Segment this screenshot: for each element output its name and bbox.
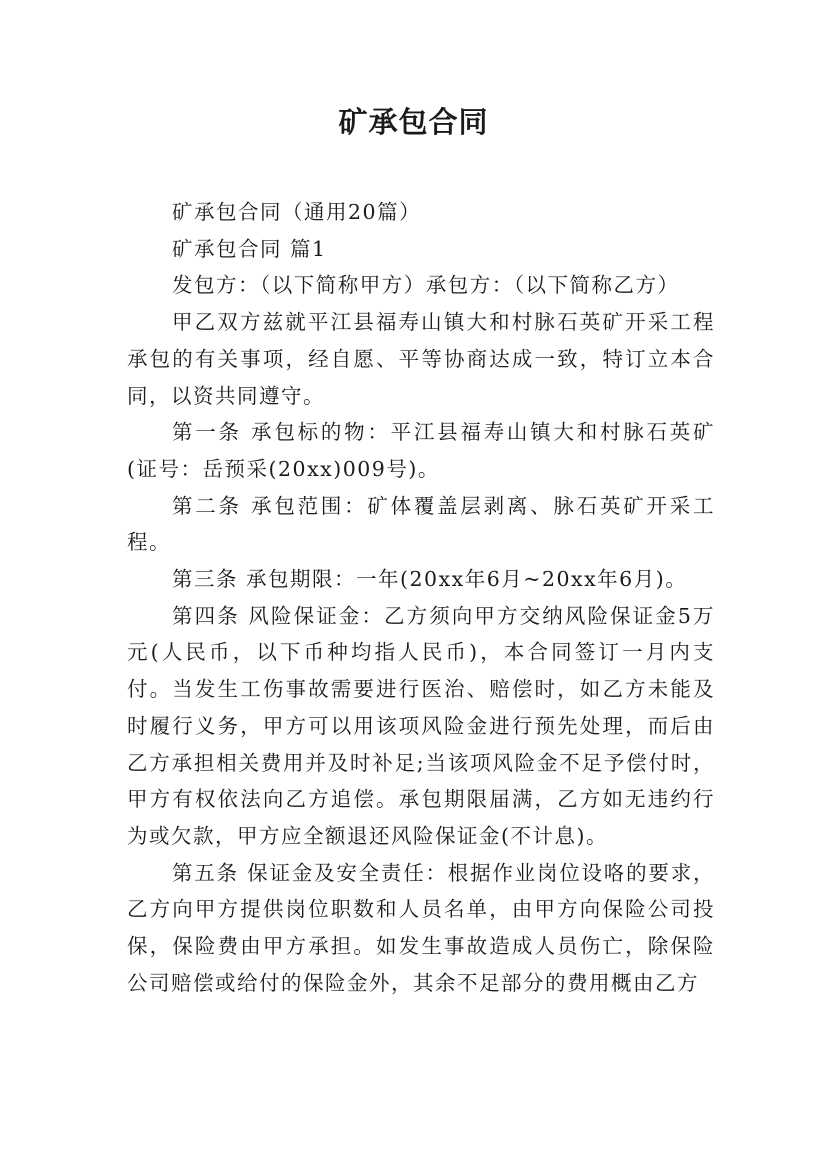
paragraph-subtitle: 矿承包合同（通用20篇） bbox=[172, 200, 422, 224]
paragraph-article-5: 第五条 保证金及安全责任：根据作业岗位设咯的要求，乙方向甲方提供岗位职数和人员名单，由甲方向保险公司投保，保险费由甲方承担。如发生事故造成人员伤亡，除保险公司赔偿或给付的保险金外，其余不足部分的费用概由乙方 bbox=[127, 860, 715, 995]
paragraph-article-1: 第一条 承包标的物：平江县福寿山镇大和村脉石英矿(证号：岳预采(20xx)009号)。 bbox=[127, 420, 715, 481]
document-body bbox=[127, 194, 715, 1001]
paragraph-article-4: 第四条 风险保证金：乙方须向甲方交纳风险保证金5万元(人民币，以下币种均指人民币)，本合同签订一月内支付。当发生工伤事故需要进行医治、赔偿时，如乙方未能及时履行义务，甲方可以用该项风险金进行预先处理，而后由乙方承担相关费用并及时补足;当该项风险金不足予偿付时，甲方有权依法向乙方追偿。承包期限届满，乙方如无违约行为或欠款，甲方应全额退还风险保证金(不计息)。 bbox=[127, 603, 715, 848]
document-title: 矿承包合同 bbox=[338, 105, 489, 139]
paragraph-preamble: 甲乙双方兹就平江县福寿山镇大和村脉石英矿开采工程承包的有关事项，经自愿、平等协商达成一致，特订立本合同，以资共同遵守。 bbox=[127, 310, 715, 408]
paragraph-article-3: 第三条 承包期限：一年(20xx年6月~20xx年6月)。 bbox=[172, 567, 688, 592]
paragraph-article-2: 第二条 承包范围：矿体覆盖层剥离、脉石英矿开采工程。 bbox=[127, 493, 715, 555]
paragraph-section-heading: 矿承包合同 篇1 bbox=[172, 236, 327, 261]
paragraph-parties: 发包方：（以下简称甲方）承包方：（以下简称乙方） bbox=[172, 273, 680, 298]
